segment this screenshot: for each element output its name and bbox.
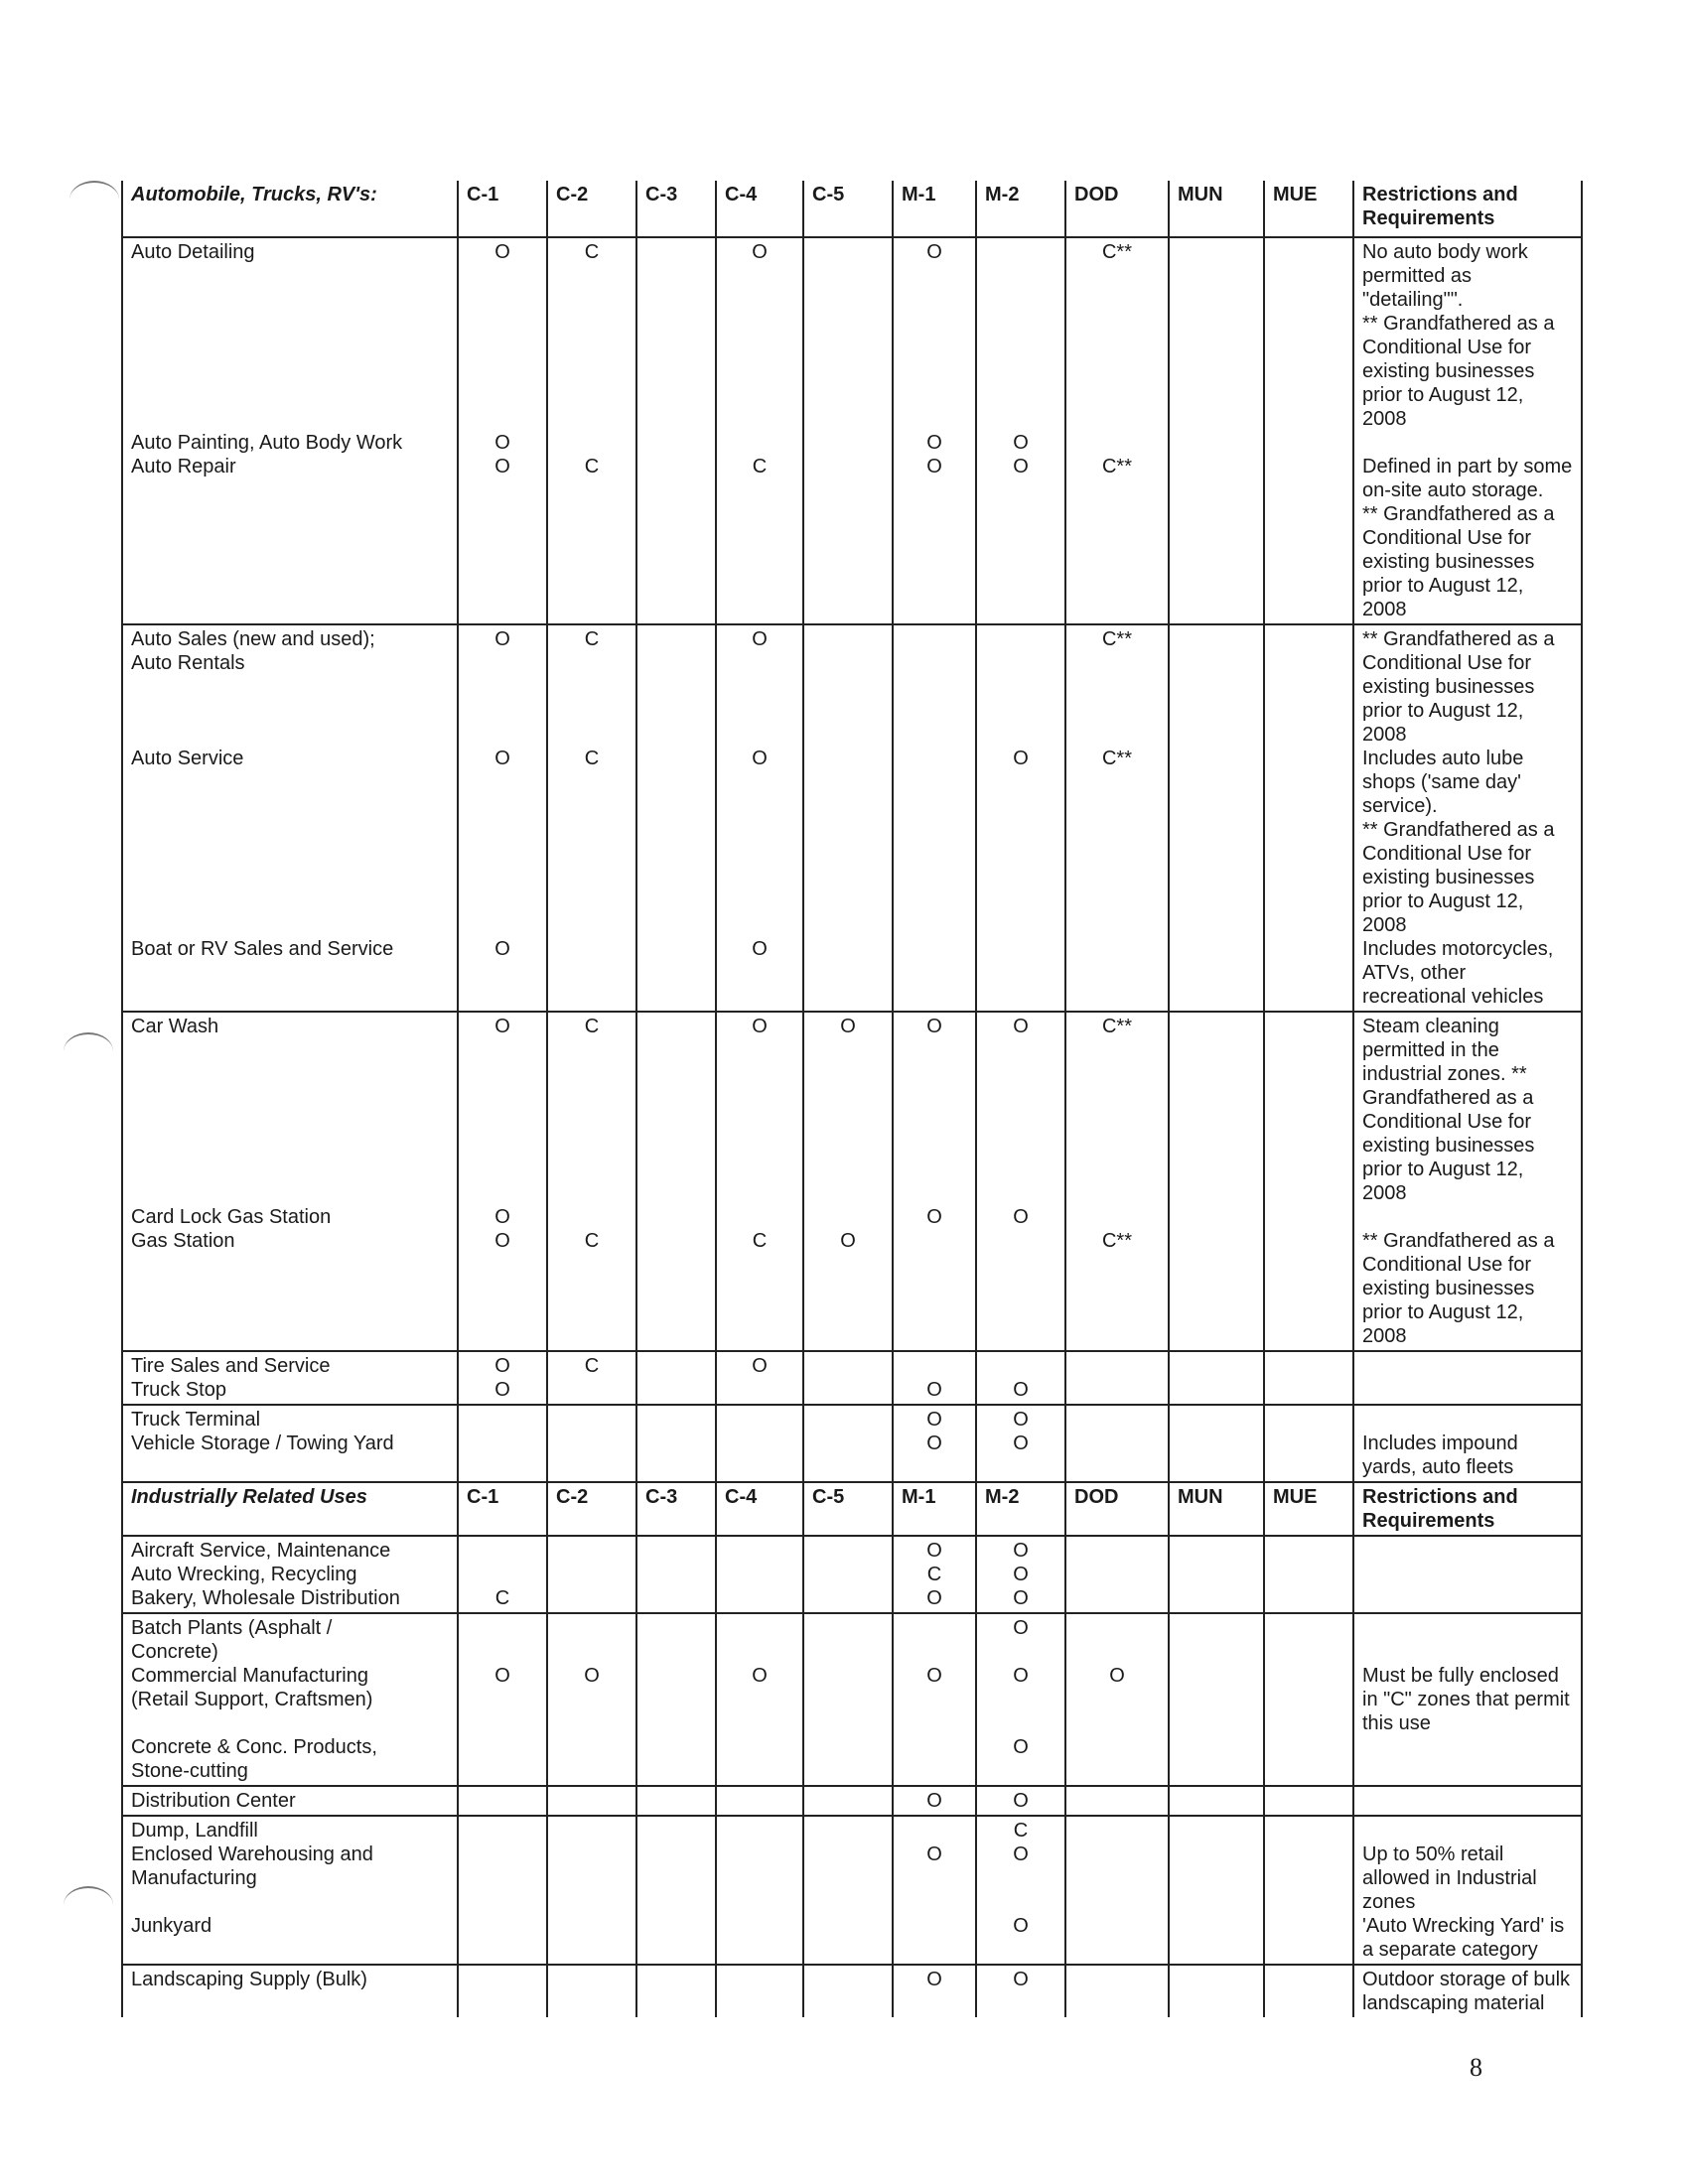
table-row xyxy=(122,237,1582,624)
table-row xyxy=(122,1012,1582,1351)
zone-cell xyxy=(1264,1613,1353,1786)
zone-cell xyxy=(636,1351,716,1405)
zone-header-m1: M-1 xyxy=(893,1482,976,1536)
zone-cell: O O xyxy=(976,237,1065,624)
zone-header-c4: C-4 xyxy=(716,1482,803,1536)
restrictions-cell: Steam cleaning permitted in the industrial zones. ** Grandfathered as a Conditional Use for existing businesses prior to August 12, 2008 ** Grandfathered as a Conditional Use for existing businesses prior to August 12, 2008 xyxy=(1353,1012,1582,1351)
zone-cell xyxy=(1065,1536,1169,1613)
use-cell: Batch Plants (Asphalt / Concrete) Commercial Manufacturing (Retail Support, Craftsmen) Concrete & Conc. Products, Stone-cutting xyxy=(122,1613,458,1786)
zone-cell: O xyxy=(1065,1613,1169,1786)
binder-hole-mark xyxy=(70,181,119,218)
table-row xyxy=(122,1816,1582,1965)
restrictions-cell xyxy=(1353,1351,1582,1405)
table-header-row xyxy=(122,181,1582,237)
table-row xyxy=(122,624,1582,1012)
zone-cell: O O xyxy=(976,1012,1065,1351)
industrial-header-row xyxy=(122,1482,1582,1536)
restrictions-cell: No auto body work permitted as "detailing"". ** Grandfathered as a Conditional Use for existing businesses prior to August 12, 2008 Defined in part by some on-site auto storage. ** Grandfathered as a Conditional Use for existing businesses prior to August 12, 2008 xyxy=(1353,237,1582,624)
zone-cell: O O xyxy=(976,1405,1065,1482)
zone-cell: O O O xyxy=(458,624,547,1012)
restrictions-cell: ** Grandfathered as a Conditional Use for existing businesses prior to August 12, 2008 Includes auto lube shops ('same day' service). ** Grandfathered as a Conditional Use for existing businesses prior to August 12, 2008 Includes motorcycles, ATVs, other recreational vehicles xyxy=(1353,624,1582,1012)
zone-cell xyxy=(1169,237,1264,624)
use-cell: Truck Terminal Vehicle Storage / Towing Yard xyxy=(122,1405,458,1482)
zone-cell xyxy=(458,1405,547,1482)
zone-cell: O xyxy=(976,1786,1065,1816)
zone-cell xyxy=(1169,1351,1264,1405)
zone-cell xyxy=(1264,237,1353,624)
restrictions-heading: Restrictions and Requirements xyxy=(1353,181,1582,237)
zone-cell xyxy=(893,624,976,1012)
zone-cell xyxy=(1169,1613,1264,1786)
zone-cell xyxy=(636,1613,716,1786)
zone-cell xyxy=(1169,1965,1264,2017)
table-row xyxy=(122,1613,1582,1786)
zone-cell xyxy=(636,1816,716,1965)
zone-cell: O O O xyxy=(893,237,976,624)
zone-cell xyxy=(1065,1405,1169,1482)
zone-cell xyxy=(716,1965,803,2017)
zone-cell: O xyxy=(976,624,1065,1012)
zone-cell: O xyxy=(716,1351,803,1405)
table-row xyxy=(122,1405,1582,1482)
zone-cell xyxy=(803,1613,893,1786)
zone-cell xyxy=(636,1012,716,1351)
zone-header-mun: MUN xyxy=(1169,181,1264,237)
zone-cell xyxy=(636,624,716,1012)
zone-cell xyxy=(1065,1351,1169,1405)
zone-cell xyxy=(716,1786,803,1816)
table-row xyxy=(122,1965,1582,2017)
zoning-use-table xyxy=(121,181,1583,2017)
restrictions-cell: Includes impound yards, auto fleets xyxy=(1353,1405,1582,1482)
zone-cell xyxy=(716,1816,803,1965)
restrictions-cell xyxy=(1353,1786,1582,1816)
zone-header-m2: M-2 xyxy=(976,181,1065,237)
zone-cell: O xyxy=(893,1613,976,1786)
zone-cell: O O xyxy=(893,1012,976,1351)
zone-cell xyxy=(1264,1965,1353,2017)
zone-cell xyxy=(547,1965,636,2017)
table-row xyxy=(122,1786,1582,1816)
zone-cell xyxy=(1169,1405,1264,1482)
zone-header-c5: C-5 xyxy=(803,181,893,237)
zone-cell xyxy=(803,1405,893,1482)
use-cell: Landscaping Supply (Bulk) xyxy=(122,1965,458,2017)
use-cell: Car Wash Card Lock Gas Station Gas Station xyxy=(122,1012,458,1351)
zone-cell: O O O xyxy=(458,237,547,624)
restrictions-cell xyxy=(1353,1536,1582,1613)
zone-cell xyxy=(636,1405,716,1482)
restrictions-heading: Restrictions and Requirements xyxy=(1353,1482,1582,1536)
use-cell: Auto Sales (new and used); Auto Rentals Auto Service Boat or RV Sales and Service xyxy=(122,624,458,1012)
zone-header-c3: C-3 xyxy=(636,181,716,237)
zone-cell xyxy=(1065,1965,1169,2017)
zone-header-m2: M-2 xyxy=(976,1482,1065,1536)
zone-cell: O O O xyxy=(716,624,803,1012)
zone-header-c1: C-1 xyxy=(458,181,547,237)
zone-cell: C** C** xyxy=(1065,624,1169,1012)
zone-cell xyxy=(1264,1405,1353,1482)
zone-cell xyxy=(1169,1786,1264,1816)
zone-cell xyxy=(1169,1012,1264,1351)
binder-hole-mark xyxy=(64,1886,113,1924)
zone-header-c2: C-2 xyxy=(547,1482,636,1536)
zone-cell xyxy=(1169,624,1264,1012)
zone-cell: O O O xyxy=(976,1613,1065,1786)
page-number: 8 xyxy=(1470,2053,1482,2082)
zone-cell xyxy=(803,1786,893,1816)
zone-cell xyxy=(636,237,716,624)
zone-cell xyxy=(803,1816,893,1965)
zone-cell: O O O xyxy=(458,1012,547,1351)
zone-cell xyxy=(458,1965,547,2017)
zone-cell xyxy=(1169,1816,1264,1965)
zone-cell xyxy=(1264,1786,1353,1816)
zone-cell xyxy=(636,1786,716,1816)
zone-cell xyxy=(716,1536,803,1613)
zone-cell: O C O xyxy=(893,1536,976,1613)
zone-cell: C xyxy=(547,1351,636,1405)
zone-cell: C C xyxy=(547,624,636,1012)
zone-cell xyxy=(1169,1536,1264,1613)
zone-cell xyxy=(803,1536,893,1613)
zone-cell: O O xyxy=(458,1351,547,1405)
use-cell: Dump, Landfill Enclosed Warehousing and Manufacturing Junkyard xyxy=(122,1816,458,1965)
zone-cell xyxy=(547,1816,636,1965)
zone-header-dod: DOD xyxy=(1065,181,1169,237)
zone-cell xyxy=(458,1786,547,1816)
zone-header-c4: C-4 xyxy=(716,181,803,237)
category-heading: Industrially Related Uses xyxy=(122,1482,458,1536)
zone-cell: O xyxy=(893,1351,976,1405)
zone-cell: O xyxy=(893,1965,976,2017)
use-cell: Auto Detailing Auto Painting, Auto Body Work Auto Repair xyxy=(122,237,458,624)
zone-cell xyxy=(1264,1816,1353,1965)
zone-cell xyxy=(547,1405,636,1482)
zone-cell: C** C** xyxy=(1065,237,1169,624)
zone-cell: O xyxy=(976,1351,1065,1405)
zone-header-c1: C-1 xyxy=(458,1482,547,1536)
zone-cell xyxy=(1264,1351,1353,1405)
zone-cell xyxy=(803,237,893,624)
zone-cell xyxy=(458,1816,547,1965)
zone-cell xyxy=(636,1536,716,1613)
use-cell: Aircraft Service, Maintenance Auto Wrecking, Recycling Bakery, Wholesale Distribution xyxy=(122,1536,458,1613)
zone-header-m1: M-1 xyxy=(893,181,976,237)
zone-cell: O xyxy=(893,1816,976,1965)
zone-cell xyxy=(803,1351,893,1405)
zone-cell: O O O xyxy=(976,1536,1065,1613)
zone-cell xyxy=(1065,1786,1169,1816)
zone-cell: O C xyxy=(716,1012,803,1351)
zone-header-c3: C-3 xyxy=(636,1482,716,1536)
zone-cell xyxy=(1264,624,1353,1012)
restrictions-cell: Must be fully enclosed in "C" zones that permit this use xyxy=(1353,1613,1582,1786)
zone-cell: O O xyxy=(803,1012,893,1351)
zone-cell xyxy=(716,1405,803,1482)
zone-cell: O xyxy=(547,1613,636,1786)
binder-hole-mark xyxy=(64,1032,113,1070)
zone-cell xyxy=(636,1965,716,2017)
zone-cell: O C xyxy=(716,237,803,624)
restrictions-cell: Outdoor storage of bulk landscaping material xyxy=(1353,1965,1582,2017)
zone-cell xyxy=(1065,1816,1169,1965)
zone-cell xyxy=(1264,1012,1353,1351)
use-cell: Tire Sales and Service Truck Stop xyxy=(122,1351,458,1405)
use-cell: Distribution Center xyxy=(122,1786,458,1816)
zone-cell: O O xyxy=(893,1405,976,1482)
zone-header-dod: DOD xyxy=(1065,1482,1169,1536)
table-row xyxy=(122,1351,1582,1405)
zone-cell: C O O xyxy=(976,1816,1065,1965)
zone-cell: O xyxy=(716,1613,803,1786)
zone-cell: O xyxy=(893,1786,976,1816)
zone-header-c5: C-5 xyxy=(803,1482,893,1536)
zone-header-c2: C-2 xyxy=(547,181,636,237)
zone-cell xyxy=(547,1536,636,1613)
table-row xyxy=(122,1536,1582,1613)
zone-header-mun: MUN xyxy=(1169,1482,1264,1536)
zone-cell: O xyxy=(976,1965,1065,2017)
zone-cell: C xyxy=(458,1536,547,1613)
zone-cell xyxy=(803,1965,893,2017)
zone-cell: C** C** xyxy=(1065,1012,1169,1351)
zone-cell xyxy=(803,624,893,1012)
zone-cell xyxy=(1264,1536,1353,1613)
category-heading: Automobile, Trucks, RV's: xyxy=(122,181,458,237)
zone-cell: C C xyxy=(547,1012,636,1351)
zone-header-mue: MUE xyxy=(1264,181,1353,237)
zone-cell: C C xyxy=(547,237,636,624)
zone-cell xyxy=(547,1786,636,1816)
zone-cell: O xyxy=(458,1613,547,1786)
restrictions-cell: Up to 50% retail allowed in Industrial zones 'Auto Wrecking Yard' is a separate category xyxy=(1353,1816,1582,1965)
zone-header-mue: MUE xyxy=(1264,1482,1353,1536)
